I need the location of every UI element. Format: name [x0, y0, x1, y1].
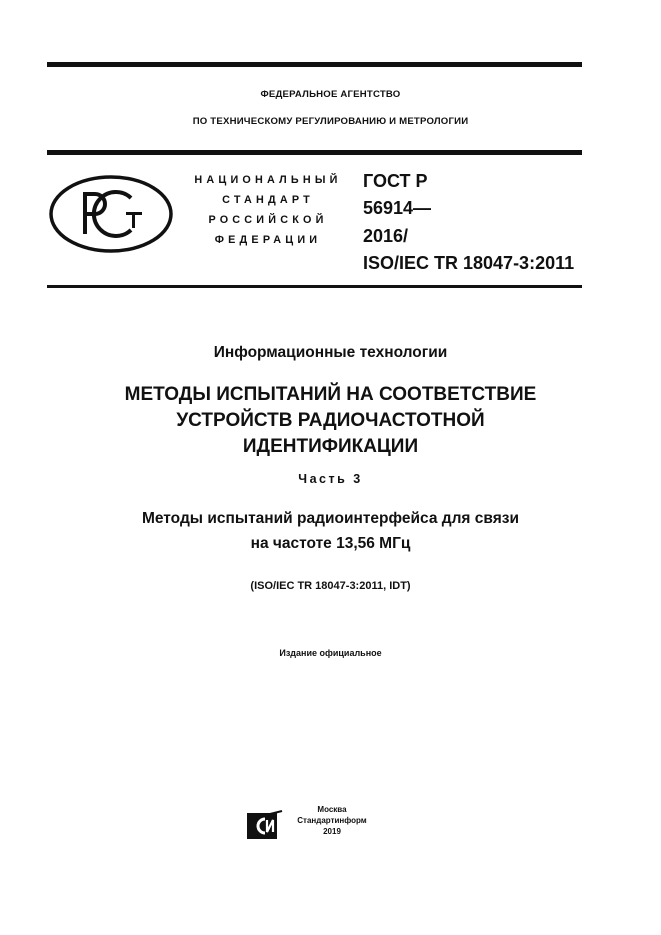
standartinform-logo-icon	[246, 810, 284, 840]
national-standard-label-2: СТАНДАРТ	[222, 194, 314, 206]
main-title-line-1: МЕТОДЫ ИСПЫТАНИЙ НА СООТВЕТСТВИЕ	[124, 384, 537, 405]
part-label: Часть 3	[298, 472, 363, 486]
standard-designation-3: 2016/	[363, 226, 409, 246]
official-edition-label: Издание официальное	[279, 648, 382, 658]
main-title-line-2: УСТРОЙСТВ РАДИОЧАСТОТНОЙ	[176, 410, 485, 431]
middle-rule	[47, 150, 582, 155]
publisher-year: 2019	[323, 827, 341, 836]
top-rule	[47, 62, 582, 67]
agency-line-1: ФЕДЕРАЛЬНОЕ АГЕНТСТВО	[260, 89, 401, 100]
publisher-city: Москва	[317, 805, 347, 814]
national-standard-label-3: РОССИЙСКОЙ	[208, 214, 328, 226]
main-title-line-3: ИДЕНТИФИКАЦИИ	[242, 436, 419, 457]
logo-text: РСТ	[52, 252, 54, 253]
national-standard-label-1: НАЦИОНАЛЬНЫЙ	[194, 174, 342, 186]
document-subtitle: Информационные технологии	[213, 344, 448, 361]
gost-r-logo-icon	[48, 174, 174, 254]
standard-designation-1: ГОСТ Р	[363, 171, 428, 191]
iso-reference: (ISO/IEC TR 18047-3:2011, IDT)	[250, 580, 411, 592]
agency-line-2: ПО ТЕХНИЧЕСКОМУ РЕГУЛИРОВАНИЮ И МЕТРОЛОГИИ	[192, 116, 469, 127]
part-title-line-2: на частоте 13,56 МГц	[250, 535, 411, 552]
bottom-rule	[47, 285, 582, 288]
publisher-logo-text: СИ	[248, 838, 250, 839]
standard-designation-4: ISO/IEC TR 18047-3:2011	[363, 253, 575, 273]
part-title-line-1: Методы испытаний радиоинтерфейса для связи	[141, 510, 520, 527]
standard-designation-2: 56914—	[363, 198, 432, 218]
national-standard-label-4: ФЕДЕРАЦИИ	[214, 234, 322, 246]
publisher-name: Стандартинформ	[297, 816, 367, 825]
